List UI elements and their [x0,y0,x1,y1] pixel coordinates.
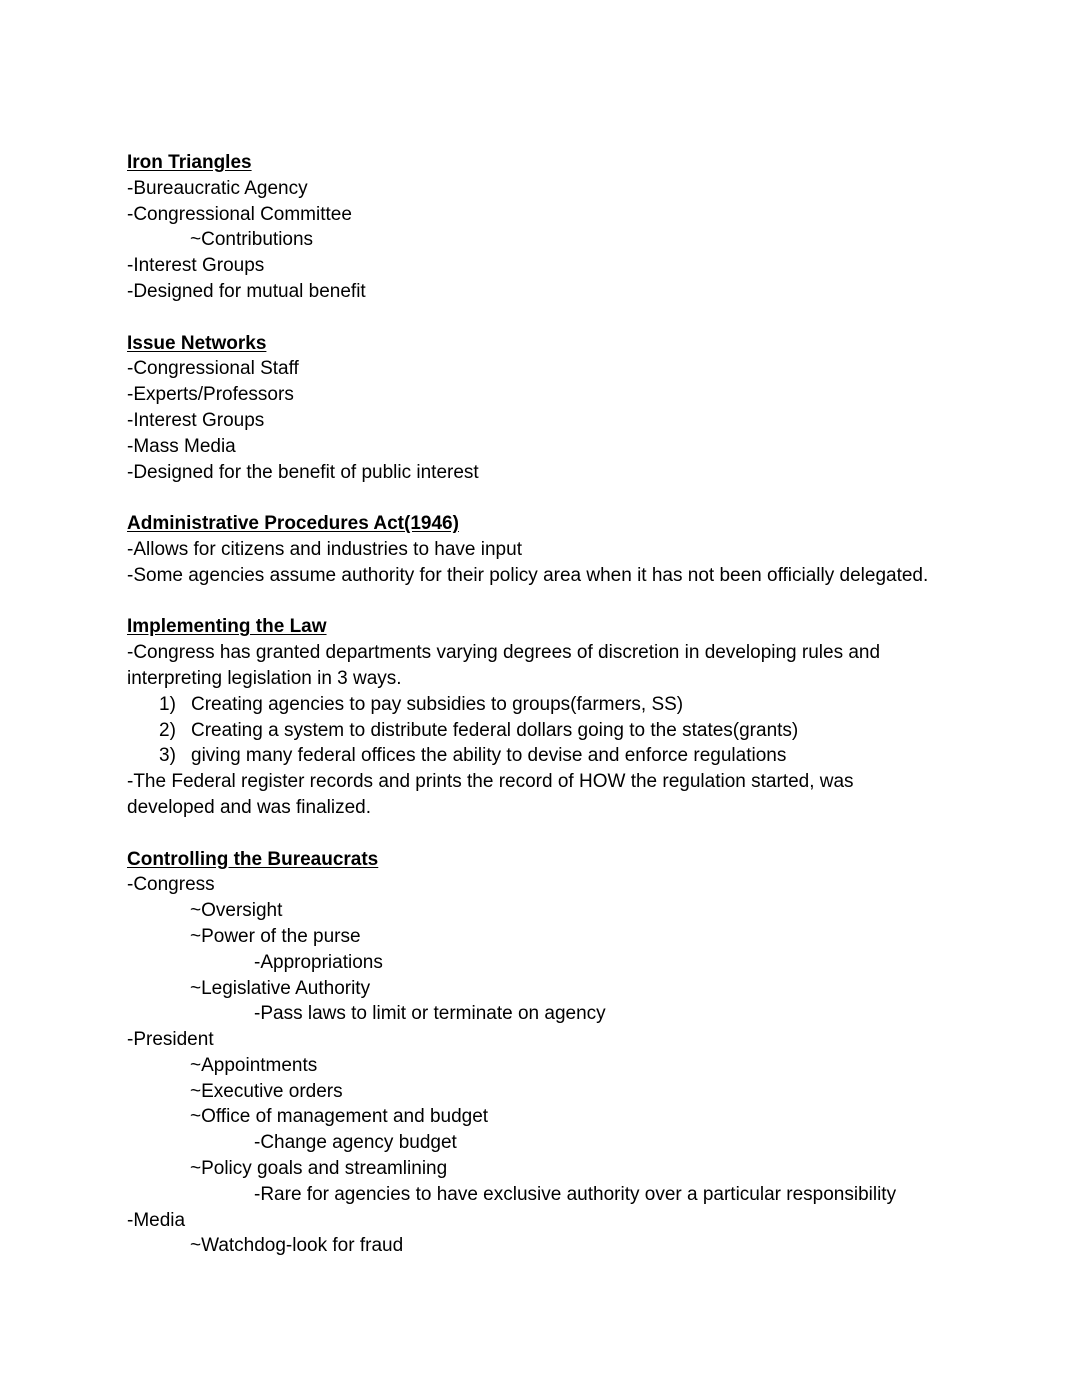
list-text: giving many federal offices the ability to devise and enforce regulations [191,745,787,767]
media-watchdog: ~Watchdog-look for fraud [190,1235,404,1257]
congress-label: -Congress [127,874,215,896]
iron-triangles-heading: Iron Triangles [127,152,252,173]
list-number: 3) [159,745,176,767]
list-item [127,743,1027,769]
media-label: -Media [127,1209,186,1231]
implementing-intro: -Congress has granted departments varying degrees of discretion in developing rules and interpreting legislation in 3 ways. [127,642,881,689]
iron-triangles-item: -Congressional Committee [127,203,352,225]
president-executive-orders: ~Executive orders [190,1080,343,1102]
implementing-list [127,692,1027,769]
apa-item: -Allows for citizens and industries to have input [127,538,522,560]
congress-appropriations: -Appropriations [254,951,383,973]
apa-item: -Some agencies assume authority for their policy area when it has not been officially delegated. [127,564,929,586]
congress-oversight: ~Oversight [190,900,283,922]
president-rare: -Rare for agencies to have exclusive authority over a particular responsibility [254,1183,897,1205]
iron-triangles-item: -Bureaucratic Agency [127,177,308,199]
implementing-closing: -The Federal register records and prints the record of HOW the regulation started, was developed and was finalized. [127,771,854,818]
congress-legislative: ~Legislative Authority [190,977,371,999]
issue-networks-item: -Designed for the benefit of public interest [127,461,479,483]
list-number: 1) [159,693,176,715]
president-label: -President [127,1029,214,1051]
list-number: 2) [159,719,176,741]
president-policy-goals: ~Policy goals and streamlining [190,1158,448,1180]
notes-page [127,150,1027,1259]
iron-triangles-subitem: ~Contributions [190,229,314,251]
spacer [127,485,1027,511]
issue-networks-heading: Issue Networks [127,332,267,354]
spacer [127,821,1027,847]
implementing-heading: Implementing the Law [127,616,327,638]
congress-pass-laws: -Pass laws to limit or terminate on agency [254,1003,606,1025]
president-appointments: ~Appointments [190,1054,318,1076]
iron-triangles-item: -Interest Groups [127,255,265,277]
list-item [127,692,1027,718]
issue-networks-item: -Mass Media [127,435,236,457]
issue-networks-item: -Experts/Professors [127,384,294,406]
issue-networks-item: -Congressional Staff [127,358,299,380]
spacer [127,305,1027,331]
apa-heading: Administrative Procedures Act(1946) [127,513,459,535]
controlling-heading: Controlling the Bureaucrats [127,848,379,870]
list-item [127,718,1027,744]
congress-purse: ~Power of the purse [190,925,361,947]
iron-triangles-item: -Designed for mutual benefit [127,280,366,302]
president-omb: ~Office of management and budget [190,1106,489,1128]
issue-networks-item: -Interest Groups [127,409,265,431]
spacer [127,589,1027,615]
president-change-budget: -Change agency budget [254,1132,457,1154]
list-text: Creating agencies to pay subsidies to groups(farmers, SS) [191,693,684,715]
list-text: Creating a system to distribute federal dollars going to the states(grants) [191,719,799,741]
